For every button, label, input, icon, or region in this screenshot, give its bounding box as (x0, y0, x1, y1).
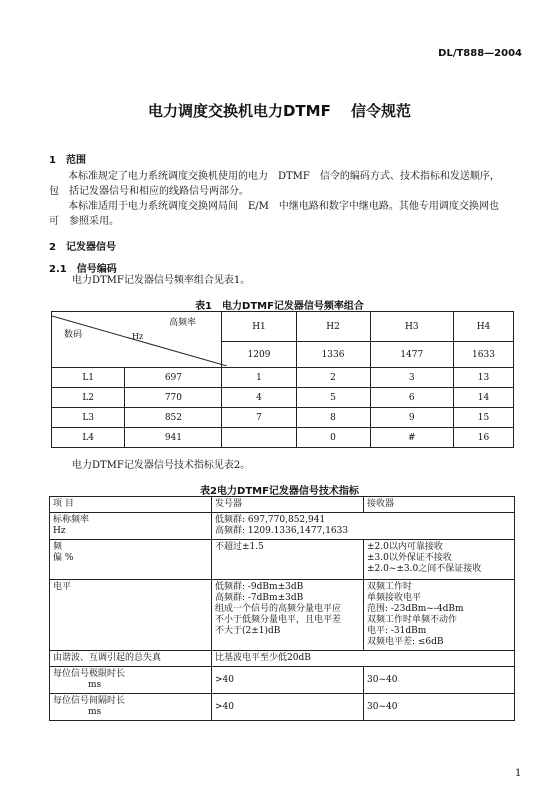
low-label: L1 (52, 368, 125, 388)
table-1-caption: 表1 电力DTMF记发器信号频率组合 (195, 301, 364, 312)
high-freq-h4: 1633 (453, 342, 513, 368)
t2-item-cell (50, 651, 212, 667)
t2-value-line: 30~40 (367, 701, 398, 712)
t2-header-receiver: 接收器 (364, 497, 515, 513)
t2-value-line: 不大于(2±1)dB (215, 626, 281, 636)
t2-item-line: 电平 (53, 582, 72, 592)
t2-value-line: 双频工作时 (367, 582, 413, 592)
t2-value-cell (212, 513, 515, 540)
section-1-para-1a: 本标准规定了电力系统调度交换机使用的电力 DTMF 信令的编码方式、技术指标和发送顺序， (68, 171, 500, 182)
t2-value-line: >40 (215, 701, 234, 712)
section-2-1-heading: 2.1 信号编码 (49, 264, 117, 275)
high-freq-h3: 1477 (370, 342, 453, 368)
high-label-h3: H3 (370, 312, 453, 342)
table-row (50, 651, 515, 667)
t2-item-cell (50, 580, 212, 651)
digit-cell: 9 (370, 408, 453, 428)
t2-value-line: 不小于低频分量电平，且电平差 (215, 615, 342, 625)
table-1 (51, 311, 514, 448)
high-label-h2: H2 (296, 312, 370, 342)
digit-cell: 15 (453, 408, 513, 428)
t2-value-line: 组成一个信号的高频分量电平应 (215, 604, 342, 614)
t2-item-line: ms (88, 680, 102, 690)
high-label-h4: H4 (453, 312, 513, 342)
t2-sender-cell (212, 694, 364, 721)
t2-item-line: 偏 % (53, 553, 74, 563)
t2-item-line: 标称频率 (53, 515, 90, 525)
t2-value-line: 双频工作时单频不动作 (367, 615, 458, 625)
digit-cell: 1 (222, 368, 296, 388)
corner-hz-label: Hz (132, 332, 144, 341)
t2-item-line: 频 (53, 542, 63, 552)
low-freq: 941 (125, 428, 222, 448)
t2-item-cell (50, 540, 212, 580)
t2-receiver-cell (364, 694, 515, 721)
table-row (52, 428, 514, 448)
t2-value-line: 单频接收电平 (367, 593, 422, 603)
standard-number: DL/T888—2004 (438, 48, 522, 59)
t2-value-line: ±2.0以内可靠接收 (367, 542, 443, 552)
t2-value-line: ±3.0以外保证不接收 (367, 553, 452, 563)
t2-value-line: 高频群: 1209.1336,1477,1633 (215, 526, 349, 536)
table-1-corner (52, 312, 222, 368)
t2-value-line: >40 (215, 674, 234, 685)
t2-value-line: 电平: -31dBm (367, 626, 427, 636)
section-1-para-2b: 可 参照采用。 (49, 216, 119, 227)
corner-high-freq-label: 高频率 (169, 318, 197, 328)
t2-header-sender: 发号器 (212, 497, 364, 513)
t2-sender-cell (212, 540, 364, 580)
digit-cell (222, 428, 296, 448)
digit-cell: 8 (296, 408, 370, 428)
table-row (50, 540, 515, 580)
high-label-h1: H1 (222, 312, 296, 342)
digit-cell: 4 (222, 388, 296, 408)
t2-item-line: 每位信号极限时长 (53, 669, 126, 679)
t2-value-line: 低频群: -9dBm±3dB (215, 582, 304, 592)
section-2-1-para: 电力DTMF记发器信号频率组合见表1。 (72, 275, 251, 286)
table-2-caption: 表2电力DTMF记发器信号技术指标 (200, 486, 359, 497)
section-1-heading: 1 范围 (49, 155, 86, 166)
corner-digit-label: 数码 (64, 330, 83, 340)
t2-receiver-cell (364, 540, 515, 580)
section-2-2-para: 电力DTMF记发器信号技术指标见表2。 (72, 460, 251, 471)
t2-value-line: 低频群: 697,770,852,941 (215, 515, 326, 525)
t2-receiver-cell (364, 580, 515, 651)
high-freq-h2: 1336 (296, 342, 370, 368)
table-row (52, 408, 514, 428)
document-title: 电力调度交换机电力DTMF 信令规范 (147, 102, 412, 120)
digit-cell: 0 (296, 428, 370, 448)
t2-receiver-cell (364, 667, 515, 694)
t2-value-line: 范围: -23dBm~-4dBm (367, 604, 464, 614)
digit-cell: 13 (453, 368, 513, 388)
t2-value-cell (212, 651, 515, 667)
section-1-para-2a: 本标准适用于电力系统调度交换网局间 E/M 中继电路和数字中继电路。其他专用调度交换网也 (68, 201, 499, 212)
table-2 (49, 496, 515, 721)
digit-cell: 6 (370, 388, 453, 408)
digit-cell: # (370, 428, 453, 448)
t2-item-line: Hz (53, 526, 66, 536)
t2-item-cell (50, 513, 212, 540)
table-row (50, 580, 515, 651)
table-row (50, 667, 515, 694)
t2-header-item: 项 目 (50, 497, 212, 513)
t2-item-line: 由谐波、互调引起的总失真 (53, 653, 162, 663)
t2-item-line: 每位信号间隔时长 (53, 696, 126, 706)
digit-cell: 2 (296, 368, 370, 388)
low-freq: 852 (125, 408, 222, 428)
t2-value-line: 30~40 (367, 674, 398, 685)
digit-cell: 7 (222, 408, 296, 428)
section-2-heading: 2 记发器信号 (49, 242, 116, 253)
low-freq: 697 (125, 368, 222, 388)
low-freq: 770 (125, 388, 222, 408)
low-label: L3 (52, 408, 125, 428)
section-1-para-1b: 包 括记发器信号和相应的线路信号两部分。 (49, 186, 249, 197)
t2-value-line: 高频群: -7dBm±3dB (215, 593, 304, 603)
table-row (50, 694, 515, 721)
t2-sender-cell (212, 580, 364, 651)
t2-item-cell (50, 694, 212, 721)
t2-value-line: ±2.0~±3.0之间不保证接收 (367, 564, 482, 574)
table-row (50, 513, 515, 540)
digit-cell: 3 (370, 368, 453, 388)
low-label: L4 (52, 428, 125, 448)
table-row (52, 388, 514, 408)
t2-sender-cell (212, 667, 364, 694)
t2-value-line: 不超过±1.5 (215, 542, 264, 552)
t2-value-line: 双频电平差: ≤6dB (367, 637, 444, 647)
digit-cell: 14 (453, 388, 513, 408)
low-label: L2 (52, 388, 125, 408)
page-number: 1 (515, 768, 522, 779)
t2-item-cell (50, 667, 212, 694)
high-freq-h1: 1209 (222, 342, 296, 368)
table-row (52, 368, 514, 388)
t2-value-line: 比基波电平至少低20dB (215, 653, 311, 663)
t2-item-line: ms (88, 707, 102, 717)
digit-cell: 16 (453, 428, 513, 448)
digit-cell: 5 (296, 388, 370, 408)
